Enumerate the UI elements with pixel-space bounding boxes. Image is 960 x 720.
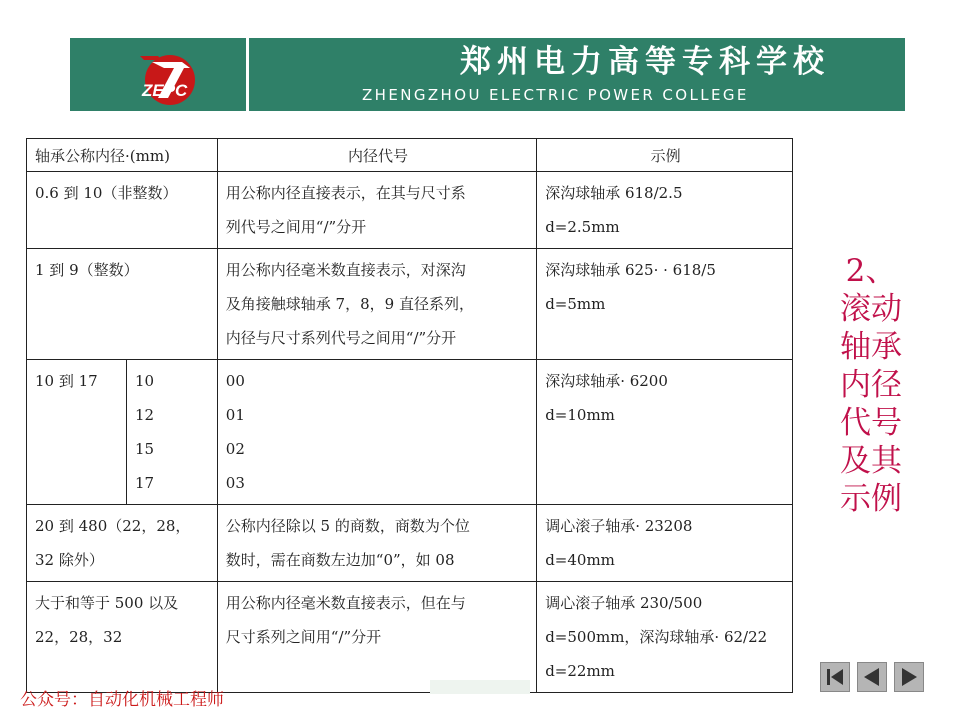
example-cell: 深沟球轴承 618/2.5 d=2.5mm (537, 172, 793, 249)
size-cell: 10 12 15 17 (126, 360, 217, 505)
example-cell: 调心滚子轴承· 23208 d=40mm (537, 505, 793, 582)
faint-watermark (430, 680, 530, 694)
table-row (27, 360, 793, 505)
next-icon (895, 663, 923, 691)
example-cell: 深沟球轴承 625· · 618/5 d=5mm (537, 249, 793, 360)
banner-divider (246, 38, 249, 111)
logo-text: ZEPC (142, 81, 188, 100)
footer-credit: 公众号：自动化机械工程师 (20, 690, 224, 710)
table-row (27, 505, 793, 582)
first-slide-button[interactable] (820, 662, 850, 692)
table-row (27, 172, 793, 249)
range-cell: 1 到 9（整数） (27, 249, 218, 360)
table-row (27, 582, 793, 693)
previous-slide-button[interactable] (857, 662, 887, 692)
range-cell: 0.6 到 10（非整数） (27, 172, 218, 249)
code-cell: 00 01 02 03 (217, 360, 536, 505)
code-cell: 用公称内径毫米数直接表示，但在与 尺寸系列之间用“/”分开 (217, 582, 536, 693)
range-cell: 大于和等于 500 以及 22，28，32 (27, 582, 218, 693)
code-cell: 用公称内径直接表示，在其与尺寸系 列代号之间用“/”分开 (217, 172, 536, 249)
header-example: 示例 (537, 139, 793, 172)
example-cell: 深沟球轴承· 6200 d=10mm (537, 360, 793, 505)
header-banner (70, 38, 905, 111)
table-row (27, 249, 793, 360)
code-cell: 用公称内径毫米数直接表示，对深沟 及角接触球轴承 7，8，9 直径系列， 内径与尺寸系列代号之间用“/”分开 (217, 249, 536, 360)
header-nominal-bore: 轴承公称内径·(mm) (27, 139, 218, 172)
next-slide-button[interactable] (894, 662, 924, 692)
range-cell: 20 到 480（22，28， 32 除外） (27, 505, 218, 582)
school-name-en: ZHENGZHOU ELECTRIC POWER COLLEGE (362, 86, 749, 104)
college-logo (70, 38, 245, 111)
code-cell: 公称内径除以 5 的商数，商数为个位 数时，需在商数左边加“0”，如 08 (217, 505, 536, 582)
zepc-logo-icon (70, 38, 245, 111)
table-header-row (27, 139, 793, 172)
school-name-cn: 郑州电力高等专科学校 (460, 44, 830, 80)
example-cell: 调心滚子轴承 230/500 d=500mm，深沟球轴承· 62/22 d=22mm (537, 582, 793, 693)
previous-icon (858, 663, 886, 691)
header-bore-code: 内径代号 (217, 139, 536, 172)
range-cell: 10 到 17 (27, 360, 127, 505)
skip-to-first-icon (821, 663, 849, 691)
bearing-bore-code-table (26, 138, 793, 693)
slide-side-title: 2、 滚动 轴承 内径 代号 及其 示例 (840, 253, 902, 517)
